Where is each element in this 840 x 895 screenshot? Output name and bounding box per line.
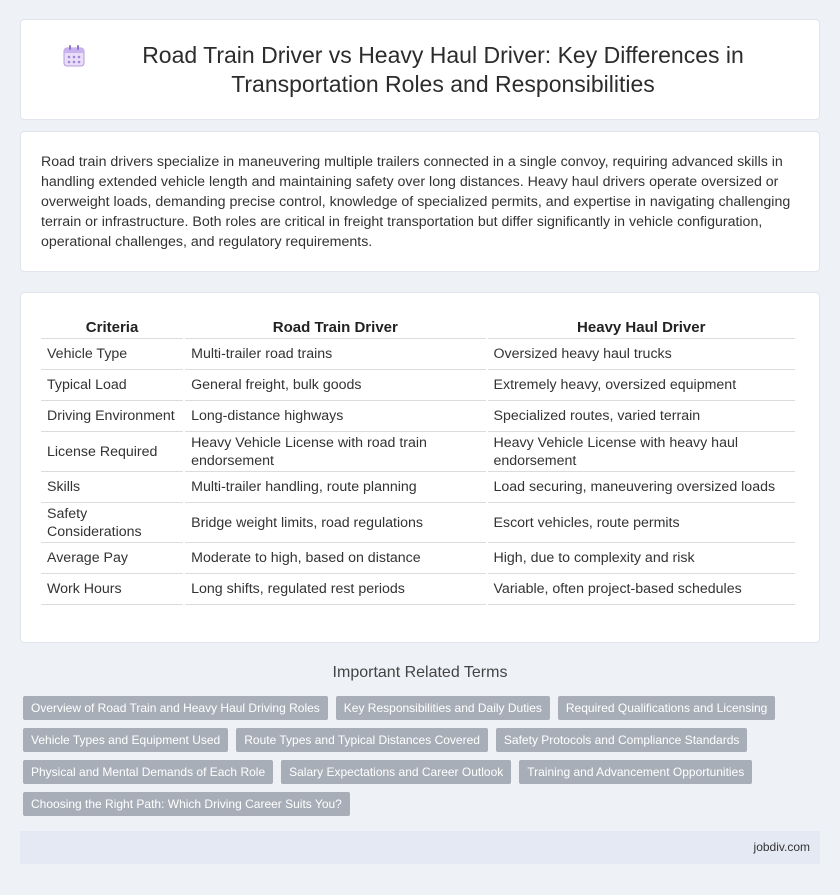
table-cell: Long shifts, regulated rest periods xyxy=(185,574,485,605)
table-cell: General freight, bulk goods xyxy=(185,370,485,401)
table-cell: Moderate to high, based on distance xyxy=(185,543,485,574)
table-cell: Variable, often project-based schedules xyxy=(488,574,795,605)
table-row xyxy=(41,370,795,401)
table-cell: Work Hours xyxy=(41,574,183,605)
related-term-tag[interactable]: Required Qualifications and Licensing xyxy=(558,696,775,720)
table-cell: Escort vehicles, route permits xyxy=(488,503,795,543)
comparison-table-card xyxy=(20,292,820,643)
table-cell: Specialized routes, varied terrain xyxy=(488,401,795,432)
comparison-table xyxy=(39,313,797,605)
related-term-tag[interactable]: Key Responsibilities and Daily Duties xyxy=(336,696,550,720)
related-term-tag[interactable]: Training and Advancement Opportunities xyxy=(519,760,752,784)
table-row xyxy=(41,339,795,370)
table-cell: Bridge weight limits, road regulations xyxy=(185,503,485,543)
table-cell: License Required xyxy=(41,432,183,472)
related-term-tag[interactable]: Safety Protocols and Compliance Standards xyxy=(496,728,747,752)
related-term-tag[interactable]: Overview of Road Train and Heavy Haul Driving Roles xyxy=(23,696,328,720)
table-cell: Safety Considerations xyxy=(41,503,183,543)
column-header-road-train: Road Train Driver xyxy=(185,313,485,339)
intro-card xyxy=(20,131,820,272)
table-cell: Oversized heavy haul trucks xyxy=(488,339,795,370)
table-cell: High, due to complexity and risk xyxy=(488,543,795,574)
table-header-row xyxy=(41,313,795,339)
table-cell: Driving Environment xyxy=(41,401,183,432)
footer xyxy=(20,831,820,864)
related-term-tag[interactable]: Choosing the Right Path: Which Driving Career Suits You? xyxy=(23,792,350,816)
table-cell: Vehicle Type xyxy=(41,339,183,370)
table-row xyxy=(41,401,795,432)
header-card xyxy=(20,19,820,120)
table-cell: Extremely heavy, oversized equipment xyxy=(488,370,795,401)
related-terms-list xyxy=(23,696,813,816)
column-header-criteria: Criteria xyxy=(41,313,183,339)
related-term-tag[interactable]: Physical and Mental Demands of Each Role xyxy=(23,760,273,784)
table-row xyxy=(41,472,795,503)
related-term-tag[interactable]: Vehicle Types and Equipment Used xyxy=(23,728,228,752)
table-cell: Multi-trailer road trains xyxy=(185,339,485,370)
related-term-tag[interactable]: Salary Expectations and Career Outlook xyxy=(281,760,511,784)
table-cell: Average Pay xyxy=(41,543,183,574)
page-title: Road Train Driver vs Heavy Haul Driver: Key Differences in Transportation Roles and Responsibilities xyxy=(142,41,744,97)
table-row xyxy=(41,503,795,543)
related-term-tag[interactable]: Route Types and Typical Distances Covered xyxy=(236,728,488,752)
table-cell: Multi-trailer handling, route planning xyxy=(185,472,485,503)
related-terms-title: Important Related Terms xyxy=(332,664,508,681)
table-cell: Skills xyxy=(41,472,183,503)
intro-paragraph: Road train drivers specialize in maneuvering multiple trailers connected in a single convoy, requiring advanced skills in handling extended vehicle length and maintaining safety over long distances. Heavy haul drivers operate oversized or overweight loads, demanding precise control, knowledge of specialized permits, and expertise in navigating challenging terrain or infrastructure. Both roles are critical in freight transportation but differ significantly in vehicle configuration, operational challenges, and regulatory requirements. xyxy=(41,154,791,250)
table-cell: Typical Load xyxy=(41,370,183,401)
calendar-icon xyxy=(61,43,87,69)
footer-site-link[interactable]: jobdiv.com xyxy=(753,840,810,854)
table-cell: Heavy Vehicle License with heavy haul endorsement xyxy=(488,432,795,472)
table-row xyxy=(41,574,795,605)
table-cell: Load securing, maneuvering oversized loads xyxy=(488,472,795,503)
table-cell: Heavy Vehicle License with road train endorsement xyxy=(185,432,485,472)
table-row xyxy=(41,543,795,574)
table-row xyxy=(41,432,795,472)
table-cell: Long-distance highways xyxy=(185,401,485,432)
column-header-heavy-haul: Heavy Haul Driver xyxy=(488,313,795,339)
